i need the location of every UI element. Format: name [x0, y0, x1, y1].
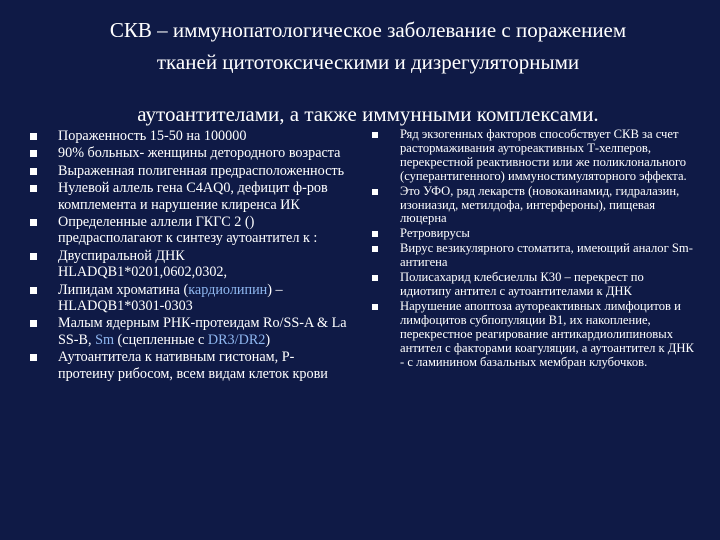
- bullet-item: [30, 128, 348, 144]
- bullet-text: Липидам хроматина (: [58, 281, 189, 298]
- square-bullet-icon: [30, 219, 37, 226]
- bullet-item: [30, 214, 348, 247]
- bullet-item: [30, 282, 348, 315]
- bullet-text: 90% больных- женщины детородного возраста: [58, 145, 341, 162]
- bullet-item: [30, 248, 348, 281]
- bullet-text: Полисахарид клебсиеллы К30 – перекрест по идиотипу антител с аутоантителами к ДНК: [400, 270, 644, 298]
- square-bullet-icon: [30, 150, 37, 157]
- square-bullet-icon: [372, 132, 378, 138]
- bullet-item: [30, 315, 348, 348]
- bullet-text: Выраженная полигенная предрасположенность: [58, 162, 345, 179]
- bullet-item: [372, 271, 694, 299]
- bullet-item: [30, 163, 348, 179]
- square-bullet-icon: [30, 168, 37, 175]
- right-bullet-list: [372, 128, 694, 370]
- bullet-text: Вирус везикулярного стоматита, имеющий аналог Sm-антигена: [400, 241, 693, 270]
- highlighted-text: кардиолипин: [188, 281, 268, 298]
- bullet-text: Нарушение апоптоза аутореактивных лимфоцитов и лимфоцитов субпопуляции В1, их накопление, перекрестное реагирование антикардиолипиновых антител с факторами коагуляции, а аутоантител к ДНК - с ламинином базальных мембран клубочков.: [400, 298, 694, 369]
- slide-title: [40, 14, 696, 130]
- bullet-item: [372, 185, 694, 227]
- square-bullet-icon: [372, 231, 378, 237]
- bullet-item: [372, 300, 694, 370]
- left-bullet-list: [30, 128, 348, 383]
- square-bullet-icon: [372, 189, 378, 195]
- bullet-item: [372, 227, 694, 241]
- bullet-text: ) – HLADQB1*0301-0303: [58, 281, 283, 315]
- bullet-text: Нулевой аллель гена C4AQ0, дефицит ф-ров комплемента и нарушение клиренса ИК: [58, 180, 328, 213]
- bullet-text: Это УФО, ряд лекарств (новокаинамид, гидралазин, изониазид, метилдофа, интерфероны), пищевая люцерна: [400, 183, 680, 226]
- title-line-1: СКВ – иммунопатологическое заболевание с поражением: [109, 18, 627, 42]
- bullet-item: [30, 180, 348, 213]
- square-bullet-icon: [30, 354, 37, 361]
- bullet-text: Аутоантитела к нативным гистонам, P-протеину рибосом, всем видам клеток крови: [58, 349, 328, 382]
- bullet-text: Пораженность 15-50 на 100000: [58, 128, 247, 144]
- square-bullet-icon: [30, 133, 37, 140]
- bullet-item: [372, 128, 694, 184]
- square-bullet-icon: [372, 246, 378, 252]
- square-bullet-icon: [372, 275, 378, 281]
- square-bullet-icon: [372, 304, 378, 310]
- highlighted-text: DR3/DR2: [207, 331, 266, 348]
- square-bullet-icon: [30, 185, 37, 192]
- bullet-item: [30, 145, 348, 161]
- bullet-text: Определенные аллели ГКГС 2 () предрасполагают к синтезу аутоантител к :: [58, 214, 318, 247]
- bullet-text: Малым ядерным РНК-протеидам Ro/SS-A & La SS-B,: [58, 315, 347, 348]
- bullet-item: [30, 349, 348, 382]
- bullet-text: Ретровирусы: [400, 226, 470, 241]
- square-bullet-icon: [30, 287, 37, 294]
- title-line-3: аутоантителами, а также иммунными комплексами.: [137, 102, 599, 126]
- square-bullet-icon: [30, 253, 37, 260]
- bullet-item: [372, 242, 694, 270]
- title-line-2: тканей цитотоксическими и дизрегуляторными: [156, 50, 580, 74]
- square-bullet-icon: [30, 320, 37, 327]
- bullet-text: (сцепленные с: [114, 331, 208, 348]
- bullet-text: Двуспиральной ДНК HLADQB1*0201,0602,0302,: [58, 247, 228, 281]
- highlighted-text: Sm: [95, 331, 114, 348]
- bullet-text: ): [265, 331, 271, 348]
- bullet-text: Ряд экзогенных факторов способствует СКВ за счет растормаживания аутореактивных Т-хелперов, перекрестной реактивности или же поликлонального (суперантигенного) иммуностимуляторного эффекта.: [400, 127, 687, 183]
